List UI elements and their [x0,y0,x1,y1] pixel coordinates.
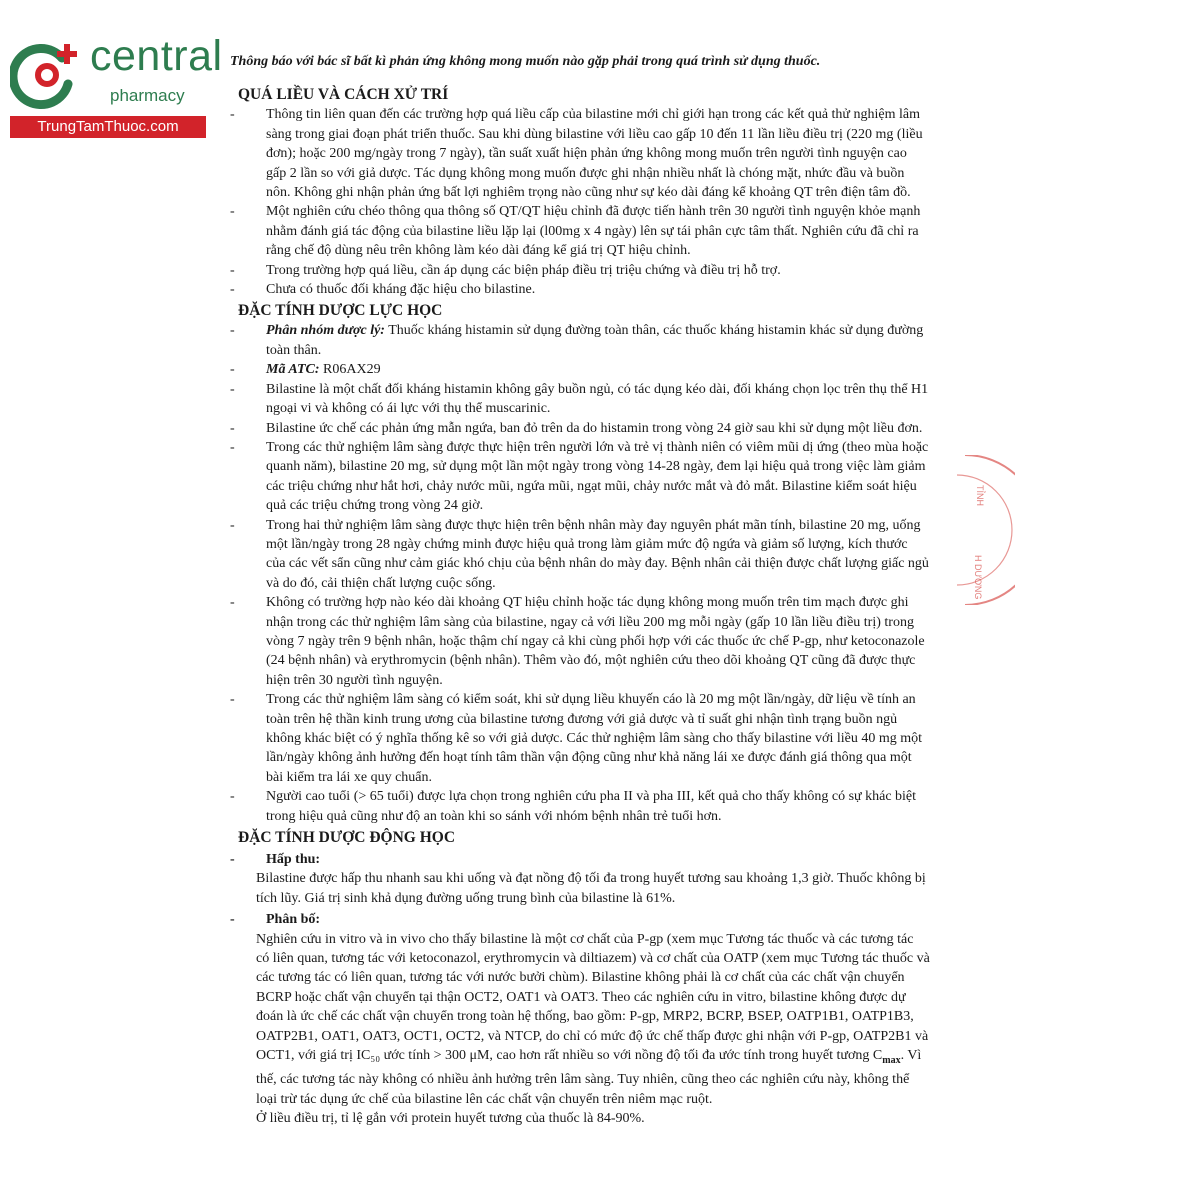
section-title-pharmacokinetics: ĐẶC TÍNH DƯỢC ĐỘNG HỌC [238,829,456,847]
list-item: - Phân nhóm dược lý: Thuốc kháng histamin sử dụng đường toàn thân, các thuốc kháng histamin khác sử dụng đường toàn thân. [230,323,924,358]
list-item: - Mã ATC: R06AX29 [230,362,381,378]
brand-name: central [90,32,223,80]
stamp-text-2: H DƯƠNG [973,555,983,600]
stamp-text-1: TỈNH [975,485,985,506]
subheading-absorption: - Hấp thu: [230,852,321,868]
protein-binding-text: Ở liều điều trị, tỉ lệ gắn với protein huyết tương của thuốc là 84-90%. [256,1111,645,1127]
section-title-overdose: QUÁ LIỀU VÀ CÁCH XỬ TRÍ [238,86,449,104]
list-item: - Một nghiên cứu chéo thông qua thông số QT/QT hiệu chỉnh đã được tiến hành trên 30 người tình nguyện khỏe mạnh nhằm đánh giá tác động của bilastine liều lặp lại (l00mg x 4 ngày) lên sự tái phân cực tâm thất. Nghiên cứu đã chỉ ra rằng chế độ dùng nêu trên không làm kéo dài đáng kể giá trị QT hiệu chỉnh. [230,204,921,259]
list-item: - Trong các thử nghiệm lâm sàng có kiểm soát, khi sử dụng liều khuyến cáo là 20 mg một lần/ngày, dữ liệu về tính an toàn trên hệ thần kinh trung ương của bilastine tương đương với giả dược và tỉ suất ghi nhận tình trạng buồn ngủ không khác biệt có ý nghĩa thống kê so với giả dược. Các thử nghiệm lâm sàng cho thấy bilastine với liều 40 mg một lần/ngày không ảnh hưởng đến hoạt tính tâm thần vận động cũng như khả năng lái xe được đánh giá thông qua một bài kiểm tra lái xe quy chuẩn. [230,692,922,785]
central-logo-icon [10,38,84,112]
list-item: - Không có trường hợp nào kéo dài khoảng QT hiệu chỉnh hoặc tác dụng không mong muốn trên tim mạch được ghi nhận trong các thử nghiệm lâm sàng của bilastine, ngay cả với liều 200 mg mỗi ngày (gấp 10 lần liều điều trị) trong vòng 7 ngày trên 9 bệnh nhân, hoặc thậm chí ngay cả khi cùng phối hợp với các thuốc ức chế P-gp, như ketoconazole (24 bệnh nhân) và erythromycin (bệnh nhân). Thêm vào đó, một nghiên cứu theo dõi khoảng QT cũng đã được thực hiện trên 30 người tình nguyện. [230,595,925,688]
brand-url: TrungTamThuoc.com [10,116,206,138]
list-item: - Bilastine ức chế các phản ứng mẫn ngứa, ban đỏ trên da do histamin trong vòng 24 giờ sau khi sử dụng một liều đơn. [230,420,923,436]
absorption-text: Bilastine được hấp thu nhanh sau khi uống và đạt nồng độ tối đa trong huyết tương sau khoảng 1,3 giờ. Thuốc không bị tích lũy. Giá trị sinh khả dụng đường uống trung bình của bilastine là 61%. [256,871,926,906]
central-pharmacy-logo [10,32,223,146]
list-item: - Người cao tuổi (> 65 tuổi) được lựa chọn trong nghiên cứu pha II và pha III, kết quả cho thấy không có sự khác biệt trong hiệu quả cũng như độ an toàn khi so sánh với nhóm bệnh nhân trẻ tuổi hơn. [230,789,917,824]
brand-sub: pharmacy [110,86,185,105]
list-item: - Trong trường hợp quá liều, cần áp dụng các biện pháp điều trị triệu chứng và điều trị hỗ trợ. [230,262,781,278]
list-item: - Bilastine là một chất đối kháng histamin không gây buồn ngủ, có tác dụng kéo dài, đối kháng chọn lọc trên thụ thể H1 ngoại vi và không có ái lực với thụ thể muscarinic. [230,381,929,417]
document-body [230,52,930,1129]
list-item: - Trong hai thử nghiệm lâm sàng được thực hiện trên bệnh nhân mày đay nguyên phát mãn tính, bilastine 20 mg, uống một lần/ngày trong 28 ngày chứng minh được hiệu quả trong làm giảm mức độ ngứa và giảm số lượng, kích thước của các vết sẩn cũng như cảm giác khó chịu của bệnh nhân do mày đay. Bệnh nhân cải thiện được chất lượng giấc ngủ và do đó, cải thiện chất lượng cuộc sống. [230,517,929,591]
subheading-distribution: - Phân bố: [230,912,321,928]
distribution-text: Nghiên cứu in vitro và in vivo cho thấy bilastine là một cơ chất của P-gp (xem mục Tương tác thuốc và các tương tác có liên quan, tương tác với ketoconazol, erythromycin và diltiazem) và cơ chất của OATP (xem mục Tương tác thuốc và các tương tác có liên quan, tương tác với nước bưởi chùm). Bilastine không phải là cơ chất của các chất vận chuyển BCRP hoặc chất vận chuyển tại thận OCT2, OAT1 và OAT3. Theo các nghiên cứu in vitro, bilastine không được dự đoán là ức chế các chất vận chuyển trong toàn hệ thống, bao gồm: P-gp, MRP2, BCRP, BSEP, OATP1B1, OATP1B3, OATP2B1, OAT1, OAT3, OCT1, OCT2, và NTCP, do chỉ có mức độ ức chế thấp được ghi nhận với P-gp, OATP2B1 và OCT1, với giá trị IC₅₀ ước tính > 300 μM, cao hơn rất nhiều so với nồng độ tối đa ước tính trong huyết tương $C_{max}$. Vì thế, các tương tác này không có nhiều ảnh hưởng trên lâm sàng. Tuy nhiên, cũng theo các nghiên cứu này, không thể loại trừ tác dụng ức chế của bilastine lên các chất vận chuyển trên niêm mạc ruột. [256,931,930,1107]
list-item: - Thông tin liên quan đến các trường hợp quá liều cấp của bilastine mới chỉ giới hạn trong các kết quả thử nghiệm lâm sàng trong giai đoạn phát triển thuốc. Sau khi dùng bilastine với liều cao gấp 10 đến 11 lần liều điều trị (220 mg (liều đơn); hoặc 200 mg/ngày trong 7 ngày), tần suất xuất hiện phản ứng không mong muốn trên người tình nguyện cao gấp 2 lần so với giả dược. Tác dụng không mong muốn được ghi nhận nhiều nhất là chóng mặt, nhức đầu và buồn nôn. Không ghi nhận phản ứng bất lợi nghiêm trọng nào cũng như sự kéo dài đáng kể khoảng QT trên điện tâm đồ. [230,107,923,201]
section-title-pharmacodynamics: ĐẶC TÍNH DƯỢC LỰC HỌC [238,302,443,320]
official-stamp [955,455,1015,605]
list-item: - Trong các thử nghiệm lâm sàng được thực hiện trên người lớn và trẻ vị thành niên có viêm mũi dị ứng (theo mùa hoặc quanh năm), bilastine 20 mg, sử dụng một lần một ngày trong vòng 14-28 ngày, đem lại hiệu quả trong việc làm giảm các triệu chứng như hắt hơi, chảy nước mũi, ngứa mũi, ngạt mũi, chảy nước mắt và đỏ mắt. Bilastine kiểm soát hiệu quả các triệu chứng trong vòng 24 giờ. [230,439,929,514]
list-item: - Chưa có thuốc đối kháng đặc hiệu cho bilastine. [230,282,536,298]
intro-note: Thông báo với bác sĩ bất kì phản ứng không mong muốn nào gặp phải trong quá trình sử dụng thuốc. [230,54,821,69]
